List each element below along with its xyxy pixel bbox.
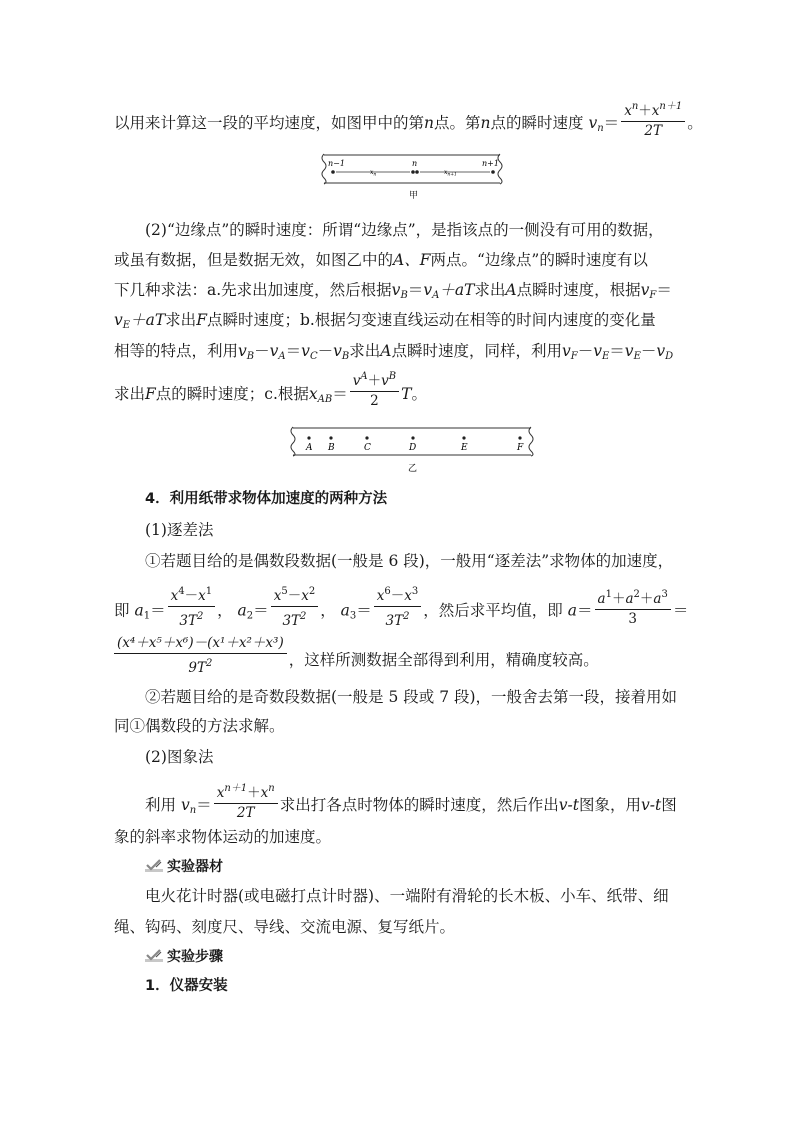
superscript: 1	[605, 588, 612, 600]
var-a: a	[597, 590, 606, 607]
tape-points	[307, 436, 521, 439]
heading-text: 实验器材	[167, 859, 223, 875]
paragraph-formula-a	[114, 586, 689, 630]
var-v: v	[640, 281, 650, 299]
tape-label-left: n−1	[328, 159, 345, 168]
plus-sign: ＋	[247, 785, 261, 801]
var-x: x	[308, 385, 318, 403]
heading-text: 实验步骤	[167, 949, 223, 965]
fraction-vab	[350, 368, 399, 410]
superscript: 1	[205, 586, 213, 597]
superscript: A	[360, 371, 368, 382]
segment-label-xn1: $x_{n+1}$	[444, 169, 457, 178]
var-v: v	[238, 342, 247, 360]
fraction-numerator	[595, 586, 671, 610]
text-segment: 即	[114, 601, 130, 620]
superscript: n＋1	[659, 101, 683, 112]
fraction-numerator	[621, 98, 685, 122]
plus-sign: ＋	[639, 590, 654, 607]
var-x: x	[651, 103, 660, 119]
superscript: 3	[661, 588, 668, 600]
tape-point	[365, 436, 368, 439]
text-segment: (2)“边缘点”的瞬时速度：所谓“边缘点”，是指该点的一侧没有可用的数据，	[145, 221, 664, 239]
method-title-text: (1)逐差法	[145, 521, 214, 539]
var-point: F	[196, 311, 207, 329]
subscript: A	[432, 290, 440, 301]
plus-sign: ＋	[367, 373, 382, 389]
text-segment: 点瞬时速度；b.根据匀变速直线运动在相等的时间内速度的变化量	[206, 311, 656, 329]
text-segment: 点的瞬时速度	[490, 114, 584, 132]
text-segment: 点。第	[434, 114, 481, 132]
equals-sign: ＝	[576, 601, 593, 620]
text-segment: 求出打各点时物体的瞬时速度，然后作出	[279, 796, 559, 814]
text-segment: 图	[661, 796, 677, 814]
var-n: n	[424, 114, 434, 132]
superscript: 2	[308, 586, 316, 597]
subscript: AB	[317, 394, 333, 405]
tape-point	[491, 170, 495, 174]
subscript: F	[649, 290, 657, 301]
paragraph-equipment-2	[114, 917, 455, 937]
equals-sign: ＝	[656, 281, 672, 299]
figure-caption-jia: 甲	[409, 191, 419, 201]
paragraph-equipment-1	[145, 886, 669, 906]
superscript: 2	[633, 588, 640, 600]
var-point: A	[505, 281, 517, 299]
subscript: 2	[246, 610, 254, 622]
superscript: n	[631, 101, 639, 112]
tape-point	[518, 436, 521, 439]
var-v: v	[180, 796, 190, 814]
subscript: F	[570, 351, 578, 362]
fraction-denominator	[168, 607, 216, 630]
subscript: 3	[349, 610, 357, 622]
var-point: F	[145, 385, 156, 403]
text-segment: ②若题目给的是奇数段数据(一般是 5 段或 7 段)，一般舍去第一段，接着用如	[145, 688, 678, 706]
fraction-numerator	[374, 583, 422, 607]
text-segment: 。	[411, 385, 427, 403]
paragraph-odd-data	[145, 687, 677, 707]
method-title-text: (2)图象法	[145, 748, 214, 766]
paragraph-edge-point-l6	[114, 371, 427, 410]
fraction-denominator	[271, 607, 319, 630]
section-title-4	[145, 489, 387, 509]
fraction-denominator: 2	[370, 393, 379, 409]
superscript: B	[388, 371, 397, 382]
text-segment: 同①偶数段的方法求解。	[114, 717, 285, 735]
point-label-E: E	[461, 443, 468, 453]
var-v: v	[301, 342, 310, 360]
text-segment: 。	[687, 114, 703, 132]
tape-point	[331, 170, 335, 174]
text-segment: 下几种求法：a.先求出加速度，然后根据	[114, 281, 392, 299]
equals-sign: ＝	[196, 796, 212, 814]
fraction-denominator: 2T	[644, 123, 662, 139]
point-label-F: F	[517, 443, 524, 453]
method-title-1	[145, 520, 213, 540]
check-pen-icon	[145, 949, 163, 963]
fraction-denominator	[374, 607, 422, 630]
fraction-denominator: 3	[628, 610, 637, 627]
subscript: E	[633, 351, 641, 362]
var-v: v	[656, 342, 666, 360]
term-aT: ＋aT	[130, 311, 166, 329]
point-label-B: B	[328, 443, 335, 453]
text-segment: 两点。“边缘点”的瞬时速度有以	[430, 251, 648, 269]
text-segment: 点瞬时速度，根据	[516, 281, 641, 299]
superscript: 6	[384, 586, 391, 597]
text-segment: 图象，用	[578, 796, 641, 814]
var-point: A	[380, 342, 392, 360]
tape-point	[415, 170, 419, 174]
text-segment: 求出	[349, 342, 381, 360]
equals-sign: ＝	[672, 601, 689, 620]
subscript: n	[597, 123, 604, 134]
superscript: 2	[300, 611, 307, 622]
paragraph-graph-method	[145, 783, 677, 822]
fraction-numerator	[168, 583, 216, 607]
paragraph-odd-data-2	[114, 716, 285, 736]
check-pen-icon	[145, 859, 163, 873]
paragraph-average-velocity	[114, 101, 703, 140]
fraction-average	[595, 586, 671, 628]
fraction-a3	[374, 583, 422, 630]
var-vt: v-t	[640, 796, 662, 814]
var-a: a	[134, 601, 144, 620]
paragraph-edge-point-l4	[114, 310, 656, 336]
point-label-C: C	[364, 443, 371, 453]
text-segment: 利用	[145, 796, 177, 814]
minus-sign: －	[390, 588, 405, 604]
tape-diagram-jia	[318, 152, 508, 202]
superscript: 2	[205, 658, 213, 669]
subscript: D	[665, 351, 674, 362]
var-x: x	[624, 103, 632, 119]
text-segment: ，	[320, 601, 336, 620]
term-aT: ＋aT	[439, 281, 475, 299]
text-segment: 电火花计时器(或电磁打点计时器)、一端附有滑轮的长木板、小车、纸带、细	[145, 887, 669, 905]
var-a: a	[653, 590, 662, 607]
text-segment: ，然后求平均值，即	[423, 601, 563, 620]
text-segment: 点的瞬时速度；c.根据	[155, 385, 309, 403]
equals-sign: ＝	[253, 601, 269, 620]
fraction-vn-graph	[214, 780, 278, 822]
var-x: x	[376, 588, 385, 604]
var-v: v	[561, 342, 571, 360]
text-segment: 求出	[474, 281, 506, 299]
method-title-2	[145, 747, 213, 767]
fraction-numerator	[350, 368, 399, 392]
equals-sign: ＝	[285, 342, 302, 360]
denominator-text: 3T	[385, 613, 404, 629]
text-segment: ，这样所测数据全部得到利用，精确度较高。	[288, 651, 599, 669]
var-v: v	[333, 342, 342, 360]
segment-label-xn: $x_n$	[370, 169, 377, 178]
var-vt: v-t	[558, 796, 579, 814]
figure-caption-yi: 乙	[408, 464, 418, 474]
tape-point	[411, 170, 415, 174]
paragraph-edge-point-l2	[114, 250, 648, 270]
var-T: T	[401, 385, 412, 403]
point-label-A: A	[306, 443, 313, 453]
text-segment: ，	[217, 601, 233, 620]
var-a: a	[625, 590, 634, 607]
var-a: a	[340, 601, 350, 620]
subscript: E	[122, 320, 131, 331]
superscript: n	[268, 783, 275, 794]
paragraph-even-data	[145, 551, 673, 571]
var-v: v	[381, 373, 389, 389]
var-a: a	[567, 601, 577, 620]
var-x: x	[273, 588, 282, 604]
subscript: B	[246, 351, 255, 362]
fraction-denominator: 2T	[236, 805, 255, 821]
paragraph-graph-method-2	[114, 827, 331, 847]
var-v: v	[114, 311, 123, 329]
minus-sign: －	[577, 342, 594, 360]
denominator-text: 3T	[282, 613, 301, 629]
var-points: A、F	[393, 251, 431, 269]
superscript: 5	[281, 586, 288, 597]
var-x: x	[198, 588, 206, 604]
fraction-vn	[621, 98, 685, 140]
text-segment: 求出	[114, 385, 146, 403]
fraction-numerator: (x⁴＋x⁵＋x⁶)－(x¹＋x²＋x³)	[114, 635, 287, 654]
subscript: 1	[143, 610, 151, 622]
var-x: x	[301, 588, 309, 604]
minus-sign: －	[640, 342, 657, 360]
text-segment: 以用来计算这一段的平均速度，如图甲中的第	[114, 114, 425, 132]
fraction-a2	[271, 583, 319, 630]
paragraph-edge-point-l3	[114, 280, 672, 306]
tape-point	[411, 436, 414, 439]
fraction-denominator	[114, 654, 287, 677]
superscript: 2	[403, 611, 410, 622]
var-v: v	[423, 281, 433, 299]
text-segment: 相等的特点，利用	[114, 342, 239, 360]
plus-sign: ＋	[638, 103, 652, 119]
minus-sign: －	[184, 588, 199, 604]
var-x: x	[260, 785, 269, 801]
equals-sign: ＝	[603, 114, 620, 132]
subscript: E	[601, 351, 610, 362]
var-v: v	[391, 281, 401, 299]
paragraph-edge-point-l5	[114, 341, 673, 367]
tape-label-mid: n	[412, 159, 418, 168]
var-v: v	[352, 373, 361, 389]
equals-sign: ＝	[407, 281, 424, 299]
var-x: x	[216, 785, 225, 801]
equals-sign: ＝	[332, 385, 348, 403]
var-v: v	[269, 342, 279, 360]
var-x: x	[170, 588, 179, 604]
tape-point	[307, 436, 310, 439]
subscript: B	[400, 290, 408, 301]
plus-sign: ＋	[611, 590, 626, 607]
minus-sign: －	[317, 342, 334, 360]
var-v: v	[593, 342, 602, 360]
var-x: x	[404, 588, 412, 604]
fraction-big	[114, 635, 287, 677]
subscript: A	[278, 351, 286, 362]
tape-diagram-yi	[287, 425, 539, 475]
text-segment: 绳、钩码、刻度尺、导线、交流电源、复写纸片。	[114, 918, 456, 936]
fraction-a1	[168, 583, 216, 630]
fraction-numerator	[214, 780, 278, 804]
var-v: v	[588, 114, 598, 132]
tape-point	[329, 436, 332, 439]
subscript: B	[341, 351, 350, 362]
denominator-text: 9T	[188, 660, 206, 676]
step-title-text: 1．仪器安装	[145, 978, 228, 994]
minus-sign: －	[287, 588, 302, 604]
equals-sign: ＝	[356, 601, 372, 620]
text-segment: 求出	[165, 311, 197, 329]
step-1-title	[145, 976, 228, 996]
denominator-text: 3T	[179, 613, 197, 629]
tape-point	[462, 436, 465, 439]
heading-steps	[145, 947, 223, 967]
text-segment: 或虽有数据，但是数据无效，如图乙中的	[114, 251, 394, 269]
paragraph-formula-big	[114, 635, 599, 677]
section-title-text: 4．利用纸带求物体加速度的两种方法	[145, 491, 388, 507]
paragraph-edge-point-l1	[145, 220, 664, 240]
superscript: 2	[196, 611, 204, 622]
equals-sign: ＝	[150, 601, 166, 620]
tape-label-right: n+1	[482, 159, 499, 168]
subscript: n	[189, 805, 197, 816]
superscript: 4	[178, 586, 185, 597]
heading-equipment	[145, 857, 223, 877]
var-n: n	[480, 114, 491, 132]
var-v: v	[624, 342, 634, 360]
subscript: C	[309, 351, 318, 362]
var-a: a	[237, 601, 247, 620]
minus-sign: －	[254, 342, 270, 360]
text-segment: ①若题目给的是偶数段数据(一般是 6 段)，一般用“逐差法”求物体的加速度，	[145, 552, 674, 570]
fraction-numerator	[271, 583, 319, 607]
text-segment: 点瞬时速度，同样，利用	[391, 342, 562, 360]
superscript: n＋1	[224, 783, 248, 794]
point-label-D: D	[409, 443, 417, 453]
superscript: 3	[411, 586, 419, 597]
text-segment: 象的斜率求物体运动的加速度。	[114, 828, 332, 846]
equals-sign: ＝	[609, 342, 625, 360]
